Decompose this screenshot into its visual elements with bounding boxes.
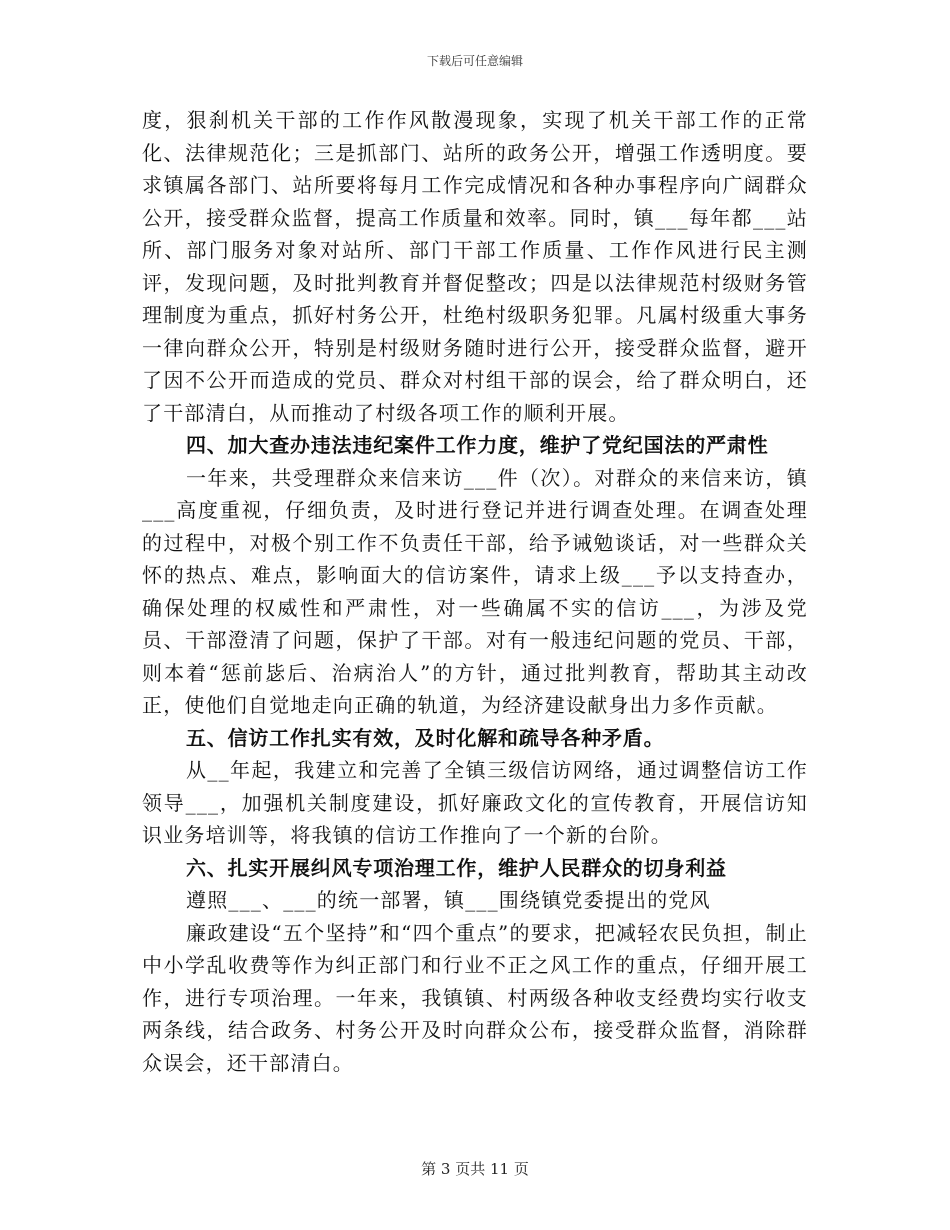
paragraph-section-5: 从__年起，我建立和完善了全镇三级信访网络，通过调整信访工作领导___，加强机关制度建设，抓好廉政文化的宣传教育，开展信访知识业务培训等，将我镇的信访工作推向了一个新的台阶。 (142, 758, 808, 847)
page-number: 第 3 页共 11 页 (421, 1160, 529, 1178)
section-heading-5: 五、信访工作扎实有效，及时化解和疏导各种矛盾。 (186, 725, 665, 750)
document-body (142, 104, 808, 1079)
paragraph-continued: 度，狠刹机关干部的工作作风散漫现象，实现了机关干部工作的正常化、法律规范化；三是抓部门、站所的政务公开，增强工作透明度。要求镇属各部门、站所要将每月工作完成情况和各种办事程序向广阔群众公开，接受群众监督，提高工作质量和效率。同时，镇___每年都___站所、部门服务对象对站所、部门干部工作质量、工作作风进行民主测评，发现问题，及时批判教育并督促整改；四是以法律规范村级财务管理制度为重点，抓好村务公开，杜绝村级职务犯罪。凡属村级重大事务一律向群众公开，特别是村级财务随时进行公开，接受群众监督，避开了因不公开而造成的党员、群众对村组干部的误会，给了群众明白，还了干部清白，从而推动了村级各项工作的顺利开展。 (142, 108, 808, 425)
section-heading-4: 四、加大查办违法违纪案件工作力度，维护了党纪国法的严肃性 (186, 433, 769, 457)
paragraph-section-4: 一年来，共受理群众来信来访___件（次）。对群众的来信来访，镇___高度重视，仔细负责，及时进行登记并进行调查处理。在调查处理的过程中，对极个别工作不负责任干部，给予诫勉谈话，对一些群众关怀的热点、难点，影响面大的信访案件，请求上级___予以支持查办，确保处理的权威性和严肃性，对一些确属不实的信访___，为涉及党员、干部澄清了问题，保护了干部。对有一般违纪问题的党员、干部，则本着“惩前毖后、治病治人”的方针，通过批判教育，帮助其主动改正，使他们自觉地走向正确的轨道，为经济建设献身出力多作贡献。 (142, 465, 808, 717)
paragraph-section-6: 廉政建设“五个坚持”和“四个重点”的要求，把减轻农民负担，制止中小学乱收费等作为纠正部门和行业不正之风工作的重点，仔细开展工作，进行专项治理。一年来，我镇镇、村两级各种收支经费均实行收支两条线，结合政务、村务公开及时向群众公布，接受群众监督，消除群众误会，还干部清白。 (142, 920, 808, 1075)
section-heading-6: 六、扎实开展纠风专项治理工作，维护人民群众的切身利益 (186, 855, 727, 880)
paragraph-section-6-line: 遵照___、___的统一部署，镇___围绕镇党委提出的党风 (186, 888, 711, 912)
page-header-note: 下载后可任意编辑 (426, 54, 523, 68)
